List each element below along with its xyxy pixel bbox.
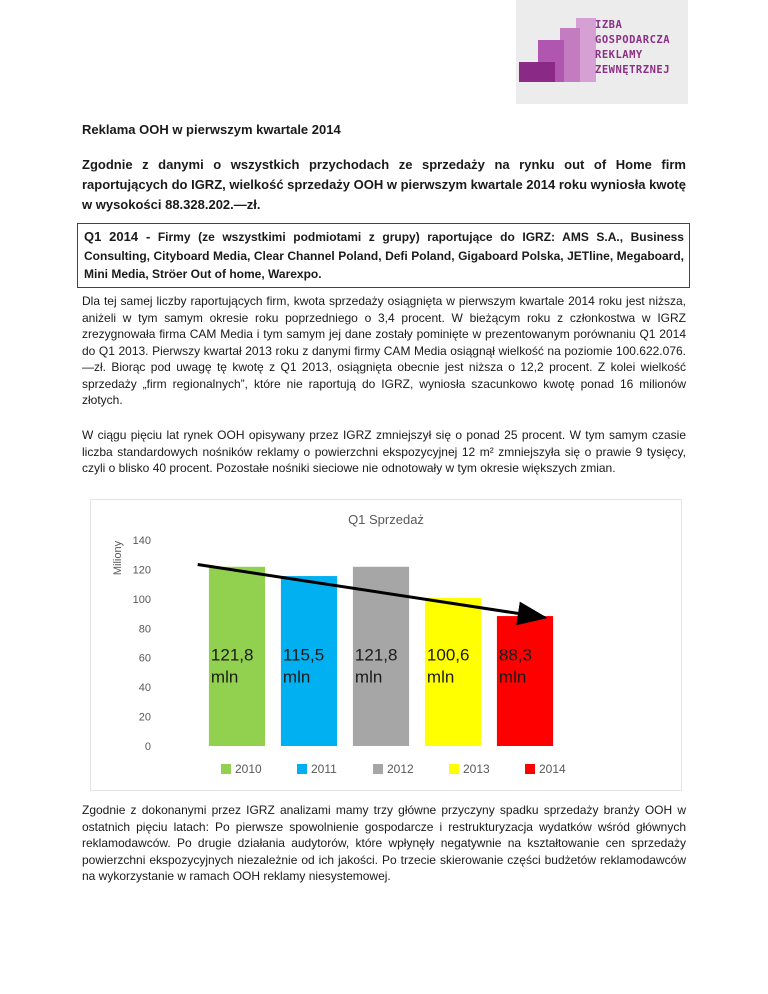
legend-label-2011: 2011 [311,762,337,776]
legend-label-2010: 2010 [235,762,262,776]
logo-graphic [516,0,596,104]
y-tick-label: 20 [138,711,151,724]
legend-label-2012: 2012 [387,762,414,776]
lead-paragraph: Zgodnie z danymi o wszystkich przychodach ze sprzedaży na rynku out of Home firm raportujących do IGRZ, wielkość sprzedaży OOH w pierwszym kwartale 2014 roku wyniosła kwotę w wysokości 88.328.202.—zł. [82,157,686,212]
logo [516,0,688,104]
companies-box-label: Q1 2014 - [84,229,151,244]
y-tick-label: 0 [144,741,151,753]
logo-line: ZEWNĘTRZNEJ [595,64,671,76]
companies-box [77,223,690,288]
y-tick-label: 100 [132,593,151,606]
y-tick-label: 120 [132,564,151,577]
legend-swatch-2013 [449,764,459,774]
legend-swatch-2014 [525,764,535,774]
y-tick-label: 80 [138,623,151,636]
y-tick-label: 40 [138,682,151,695]
logo-text [595,18,687,78]
logo-block-dark [519,62,555,82]
legend-swatch-2010 [221,764,231,774]
y-tick-label: 140 [132,535,151,547]
paragraph-2: W ciągu pięciu lat rynek OOH opisywany przez IGRZ zmniejszył się o ponad 25 procent. W tym samym czasie liczba standardowych nośników reklamy o powierzchni ekspozycyjnej 12 m² zmniejszyła się o prawie 9 tysięcy, czyli o blisko 40 procent. Pozostałe nośniki sieciowe nie odnotowały w tym okresie większych zmian. [82,428,686,475]
page-title: Reklama OOH w pierwszym kwartale 2014 [82,122,341,137]
data-label-2010: 121,8 mln [210,645,254,687]
data-label-2012: 121,8 mln [354,645,398,687]
logo-line: IZBA [595,19,623,31]
data-label-2011: 115,5 mln [282,645,325,687]
chart-svg [91,500,681,790]
logo-line: REKLAMY [595,49,643,61]
paragraph-3: Zgodnie z dokonanymi przez IGRZ analizami mamy trzy główne przyczyny spadku sprzedaży branży OOH w ostatnich pięciu latach: Po pierwsze spowolnienie gospodarcze i restrukturyzacja wydatków wśród głównych reklamodawców. Po drugie działania audytorów, które wpłynęły negatywnie na kształtowanie cen sprzedaży powierzchni ekspozycyjnych niezależnie od ich jakości. Po trzecie skierowanie części budżetów reklamodawców na wykorzystanie w ramach OOH reklamy niesystemowej. [82,803,686,883]
legend-label-2014: 2014 [539,762,566,776]
legend-label-2013: 2013 [463,762,490,776]
data-label-2013: 100,6 mln [426,645,470,687]
companies-box-text: Firmy (ze wszystkimi podmiotami z grupy) raportujące do IGRZ: AMS S.A., Business Consulting, Cityboard Media, Clear Channel Poland, Defi Poland, Gigaboard Polska, JETline, Megaboard, Mini Media, Ströer Out of home, Warexpo. [84,230,684,281]
paragraph-1: Dla tej samej liczby raportujących firm, kwota sprzedaży osiągnięta w pierwszym kwartale 2014 roku jest niższa, aniżeli w tym samym okresie roku poprzedniego o 3,4 procent. W bieżącym roku z członkostwa w IGRZ zrezygnowała firma CAM Media i tym samym jej dane zostały pominięte w prezentowanym porównaniu Q1 2014 do Q1 2013. Pierwszy kwartał 2013 roku z danymi firmy CAM Media osiągnął wielkość na poziomie 100.622.076.—zł. Biorąc pod uwagę tę kwotę z Q1 2013, osiągnięta obecnie jest niższa o 12,2 procent. Z kolei wielkość sprzedaży „firm regionalnych”, które nie raportują do IGRZ, wyniosła szacunkowo kwotę ponad 16 milionów złotych. [82,294,686,407]
legend-swatch-2012 [373,764,383,774]
legend-swatch-2011 [297,764,307,774]
y-tick-label: 60 [138,652,151,665]
y-axis-label: Miliony [112,540,124,576]
sales-chart [90,499,682,791]
chart-title: Q1 Sprzedaż [348,512,424,527]
logo-line: GOSPODARCZA [595,34,671,46]
data-label-2014: 88,3 mln [498,645,533,687]
